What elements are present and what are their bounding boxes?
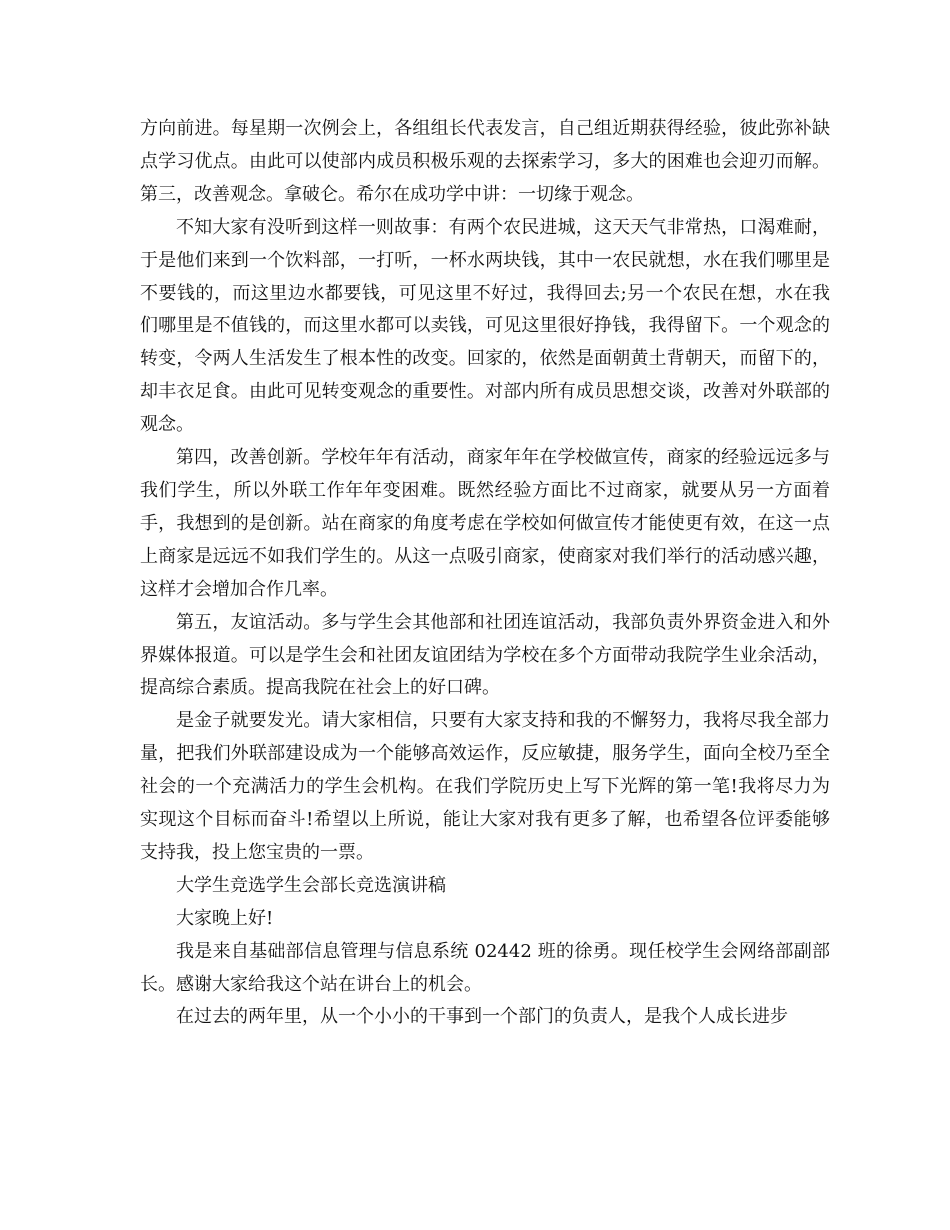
document-page bbox=[140, 113, 830, 1034]
paragraph-1: 方向前进。每星期一次例会上，各组组长代表发言，自己组近期获得经验，彼此弥补缺点学习优点。由此可以使部内成员积极乐观的去探索学习，多大的困难也会迎刃而解。第三，改善观念。拿破仑。希尔在成功学中讲：一切缘于观念。 bbox=[140, 118, 830, 205]
paragraph-last: 在过去的两年里，从一个小小的干事到一个部门的负责人，是我个人成长进步 bbox=[176, 1006, 788, 1028]
paragraph-5: 是金子就要发光。请大家相信，只要有大家支持和我的不懈努力，我将尽我全部力量，把我们外联部建设成为一个能够高效运作，反应敏捷，服务学生，面向全校乃至全社会的一个充满活力的学生会机构。在我们学院历史上写下光辉的第一笔!我将尽力为实现这个目标而奋斗!希望以上所说，能让大家对我有更多了解，也希望各位评委能够支持我，投上您宝贵的一票。 bbox=[140, 710, 830, 863]
paragraph-intro: 我是来自基础部信息管理与信息系统 02442 班的徐勇。现任校学生会网络部副部长。感谢大家给我这个站在讲台上的机会。 bbox=[140, 940, 830, 995]
greeting: 大家晚上好! bbox=[176, 907, 274, 929]
speech-title: 大学生竞选学生会部长竞选演讲稿 bbox=[176, 874, 446, 896]
paragraph-2: 不知大家有没听到这样一则故事：有两个农民进城，这天天气非常热，口渴难耐，于是他们来到一个饮料部，一打听，一杯水两块钱，其中一农民就想，水在我们哪里是不要钱的，而这里边水都要钱，可见这里不好过，我得回去;另一个农民在想，水在我们哪里是不值钱的，而这里水都可以卖钱，可见这里很好挣钱，我得留下。一个观念的转变，令两人生活发生了根本性的改变。回家的，依然是面朝黄土背朝天，而留下的，却丰衣足食。由此可见转变观念的重要性。对部内所有成员思想交谈，改善对外联部的观念。 bbox=[140, 216, 830, 436]
paragraph-4: 第五，友谊活动。多与学生会其他部和社团连谊活动，我部负责外界资金进入和外界媒体报道。可以是学生会和社团友谊团结为学校在多个方面带动我院学生业余活动，提高综合素质。提高我院在社会上的好口碑。 bbox=[140, 611, 830, 699]
paragraph-3: 第四，改善创新。学校年年有活动，商家年年在学校做宣传，商家的经验远远多与我们学生，所以外联工作年年变困难。既然经验方面比不过商家，就要从另一方面着手，我想到的是创新。站在商家的角度考虑在学校如何做宣传才能使更有效，在这一点上商家是远远不如我们学生的。从这一点吸引商家，使商家对我们举行的活动感兴趣，这样才会增加合作几率。 bbox=[140, 447, 830, 600]
